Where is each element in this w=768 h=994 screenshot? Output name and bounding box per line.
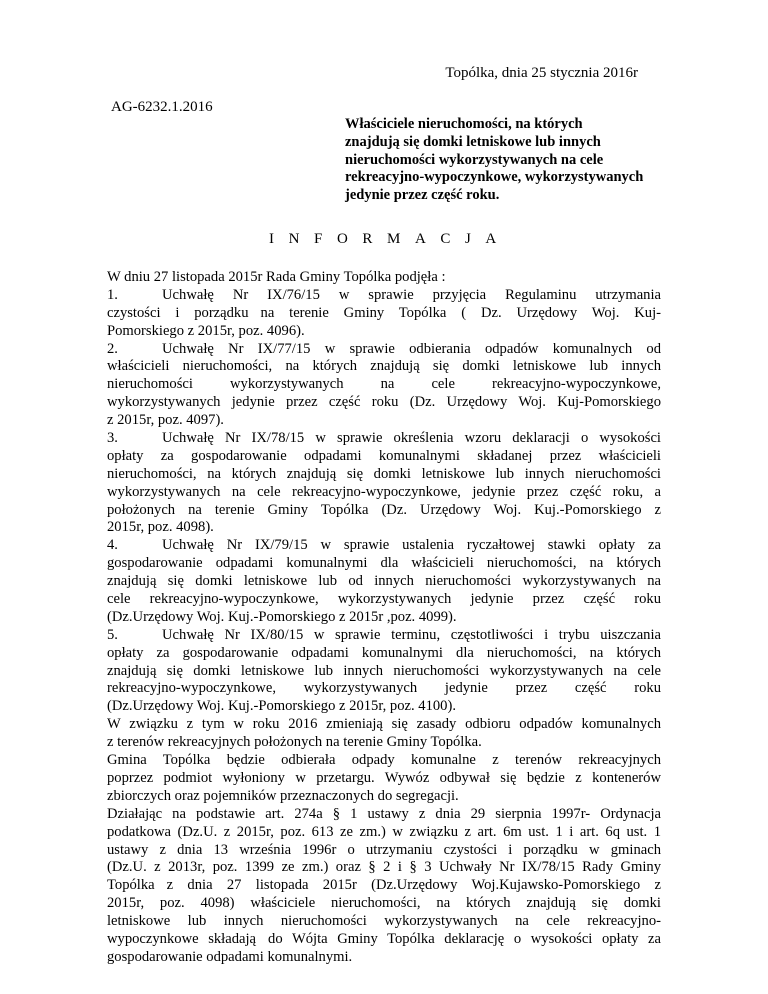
intro-line: W dniu 27 listopada 2015r Rada Gminy Topólka podjęła :: [107, 269, 446, 285]
resolution-line: położonych na terenie Gminy Topólka (Dz. Urzędowy Woj. Kuj.-Pomorskiego z: [107, 501, 661, 518]
addressee-line: Właściciele nieruchomości, na których: [345, 116, 583, 132]
document-title: INFORMACJA: [269, 231, 511, 247]
addressee-line: rekreacyjno-wypoczynkowe, wykorzystywanych: [345, 169, 644, 186]
resolution-line: nieruchomości, na których znajdują się domki letniskowe lub innych nieruchomości: [107, 465, 661, 482]
paragraph-text: Topólka: [107, 877, 155, 894]
resolution-line: rekreacyjno-wypoczynkowe, wykorzystywanych jedynie przez część roku: [107, 680, 661, 697]
reference-number: AG-6232.1.2016: [111, 99, 213, 115]
document-date: Topólka, dnia 25 stycznia 2016r: [445, 65, 638, 81]
resolution-line: 2015r, poz. 4098).: [107, 519, 214, 536]
paragraph-text: do Wójta Gminy Topólka deklarację o wysokości opłaty za: [268, 930, 661, 947]
resolution-text: Uchwałę Nr IX/77/15 w sprawie odbierania odpadów komunalnych od: [162, 340, 661, 357]
resolution-text: Uchwałę Nr IX/79/15 w sprawie ustalenia ryczałtowej stawki opłaty za: [162, 537, 661, 554]
paragraph-line: 2015r, poz. 4098) właściciele nieruchomości, na których znajdują się domki: [107, 895, 661, 912]
resolution-number: 1.: [107, 286, 118, 303]
paragraph-line: [107, 877, 661, 895]
resolution-line: Pomorskiego z 2015r, poz. 4096).: [107, 322, 305, 339]
resolution-number: 5.: [107, 626, 118, 643]
resolution-line: [107, 287, 661, 305]
resolution-line: (Dz.Urzędowy Woj. Kuj.-Pomorskiego z 2015r ,poz. 4099).: [107, 608, 457, 625]
addressee-line: jedynie przez część roku.: [345, 187, 500, 204]
resolution-line: gospodarowanie odpadami komunalnymi dla właścicieli nieruchomości, na których: [107, 555, 661, 572]
document-body: [107, 269, 661, 967]
paragraph-line: gospodarowanie odpadami komunalnymi.: [107, 948, 353, 965]
resolution-number: 4.: [107, 537, 118, 554]
resolution-line: [107, 341, 661, 359]
paragraph-line: (Dz.U. z 2013r, poz. 1399 ze zm.) oraz § 2 i § 3 Uchwały Nr IX/78/15 Rady Gminy: [107, 859, 661, 876]
paragraph-text: z dnia 27 listopada 2015r (Dz.Urzędowy Woj.Kujawsko-Pomorskiego z: [166, 877, 661, 894]
resolution-line: znajdują się domki letniskowe lub od innych nieruchomości wykorzystywanych na: [107, 573, 661, 590]
resolution-line: opłaty za gospodarowanie odpadami komunalnymi składanej przez właścicieli: [107, 447, 661, 464]
resolution-text: Uchwałę Nr IX/80/15 w sprawie terminu, częstotliwości i trybu uiszczania: [162, 626, 661, 643]
paragraph-line: zbiorczych oraz pojemników przeznaczonych do segregacji.: [107, 787, 459, 804]
paragraph-line: poprzez podmiot wyłoniony w przetargu. Wywóz odbywał się będzie z kontenerów: [107, 769, 661, 786]
resolution-line: z 2015r, poz. 4097).: [107, 412, 224, 429]
addressee-line: nieruchomości wykorzystywanych na cele: [345, 151, 604, 168]
resolution-text: Uchwałę Nr IX/78/15 w sprawie określenia wzoru deklaracji o wysokości: [162, 430, 661, 447]
resolution-text: Uchwałę Nr IX/76/15 w sprawie przyjęcia Regulaminu utrzymania: [162, 286, 661, 303]
addressee-block: [345, 116, 705, 205]
paragraph-line: W związku z tym w roku 2016 zmieniają się zasady odbioru odpadów komunalnych: [107, 716, 661, 733]
resolution-line: cele rekreacyjno-wypoczynkowe, wykorzystywanych jedynie przez część roku: [107, 591, 661, 608]
paragraph-line: Działając na podstawie art. 274a § 1 ustawy z dnia 29 sierpnia 1997r- Ordynacja: [107, 805, 661, 822]
paragraph-line: z terenów rekreacyjnych położonych na terenie Gminy Topólka.: [107, 734, 482, 751]
paragraph-line: Gmina Topólka będzie odbierała odpady komunalne z terenów rekreacyjnych: [107, 752, 661, 769]
resolution-line: właścicieli nieruchomości, na których znajdują się domki letniskowe lub innych: [107, 358, 661, 375]
resolution-text: czystości i porządku: [107, 304, 249, 321]
resolution-line: [107, 627, 661, 645]
resolution-line: znajdują się domki letniskowe lub innych nieruchomości wykorzystywanych na cele: [107, 662, 661, 679]
resolution-text: na terenie Gminy Topólka ( Dz. Urzędowy Woj. Kuj-: [260, 304, 661, 321]
paragraph-line: letniskowe lub innych nieruchomości wykorzystywanych na cele rekreacyjno-: [107, 913, 661, 930]
paragraph-line: [107, 931, 661, 949]
resolution-line: nieruchomości wykorzystywanych na cele rekreacyjno-wypoczynkowe,: [107, 376, 661, 393]
resolution-number: 3.: [107, 430, 118, 447]
resolution-number: 2.: [107, 340, 118, 357]
resolution-line: (Dz.Urzędowy Woj. Kuj.-Pomorskiego z 2015r, poz. 4100).: [107, 698, 456, 715]
resolution-line: [107, 305, 661, 323]
resolution-line: opłaty za gospodarowanie odpadami komunalnymi dla nieruchomości, na których: [107, 644, 661, 661]
resolution-line: wykorzystywanych na cele rekreacyjno-wypoczynkowe, jedynie przez część roku, a: [107, 483, 661, 500]
resolution-line: [107, 537, 661, 555]
paragraph-line: ustawy z dnia 13 września 1996r o utrzymaniu czystości i porządku w gminach: [107, 841, 661, 858]
paragraph-text: wypoczynkowe składają: [107, 930, 257, 947]
resolution-line: wykorzystywanych jedynie przez część roku (Dz. Urzędowy Woj. Kuj-Pomorskiego: [107, 394, 661, 411]
addressee-line: znajdują się domki letniskowe lub innych: [345, 133, 601, 150]
paragraph-line: podatkowa (Dz.U. z 2015r, poz. 613 ze zm.) w związku z art. 6m ust. 1 i art. 6q ust. 1: [107, 823, 661, 840]
resolution-line: [107, 430, 661, 448]
